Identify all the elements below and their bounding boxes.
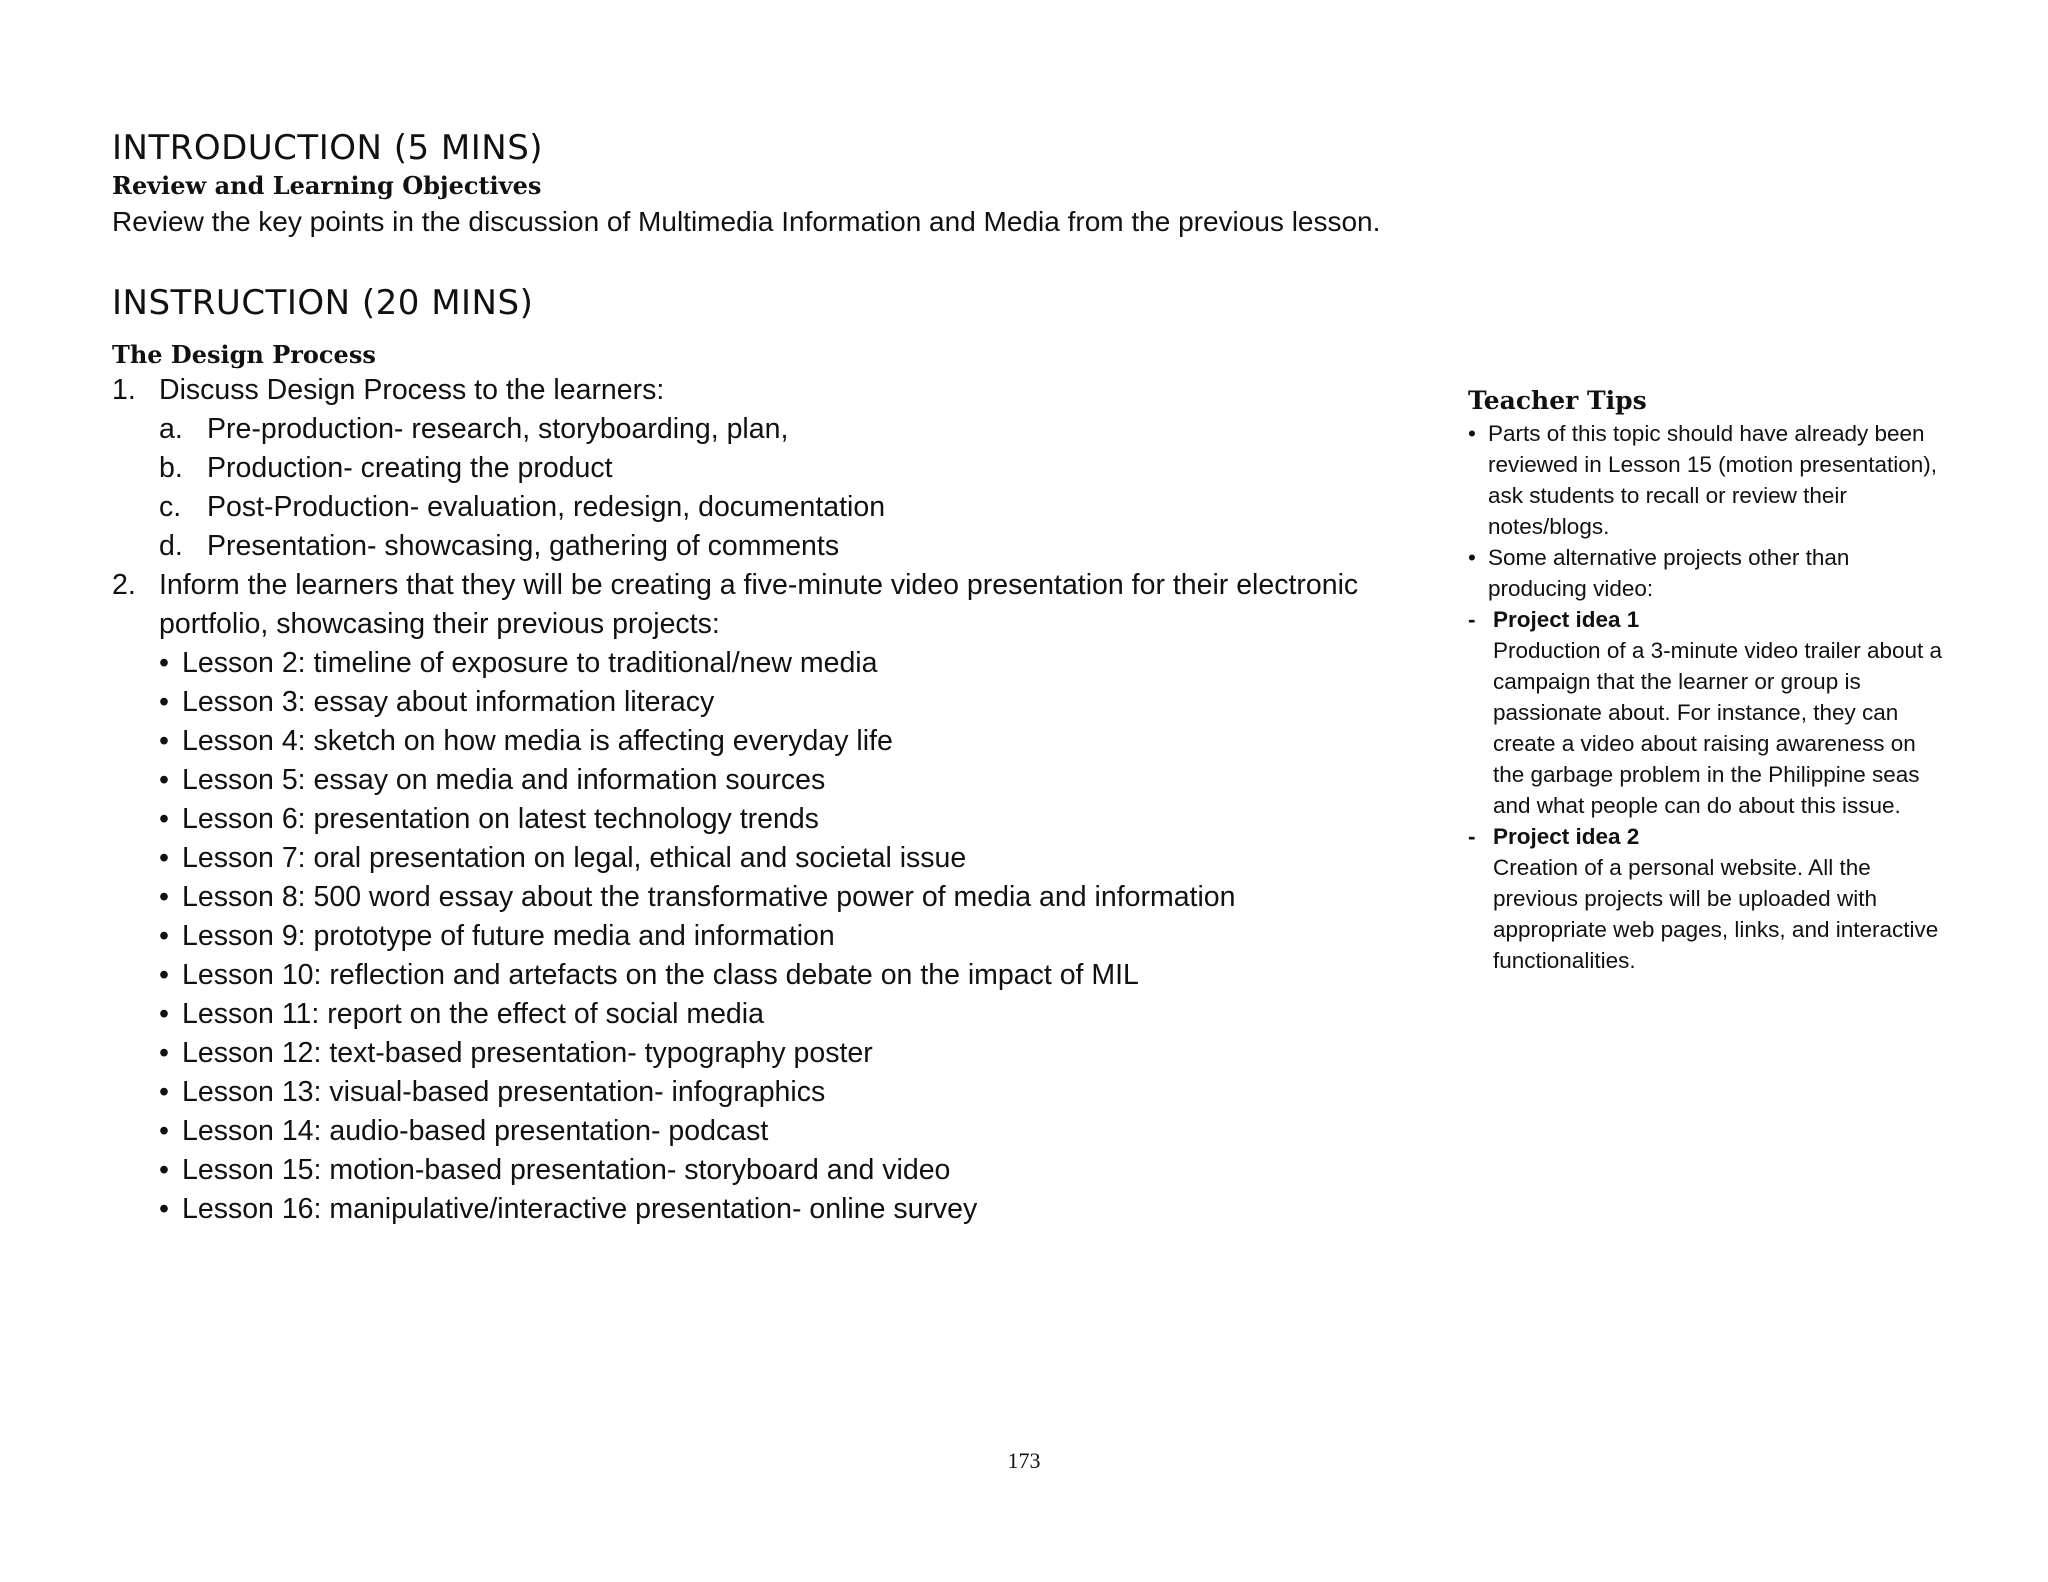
item-letter: b. (159, 452, 183, 484)
bullet-icon: • (1468, 545, 1476, 570)
list-item-text: Lesson 16: manipulative/interactive presentation- online survey (182, 1193, 978, 1225)
item-letter: a. (159, 413, 183, 445)
list-item (112, 1073, 1432, 1112)
numbered-item (112, 371, 1432, 410)
bullet-icon: • (159, 1193, 169, 1225)
list-item (112, 1190, 1432, 1229)
lettered-item (112, 410, 1432, 449)
project-idea-title: Project idea 2 (1493, 824, 1640, 849)
item-text: Pre-production- research, storyboarding, plan, (207, 413, 789, 445)
list-item-text: Lesson 10: reflection and artefacts on the class debate on the impact of MIL (182, 959, 1139, 991)
lesson-bullet-list (112, 644, 1432, 1229)
dash-icon: - (1468, 607, 1476, 632)
bullet-icon: • (159, 725, 169, 757)
item-number: 2. (112, 569, 136, 601)
bullet-icon: • (159, 920, 169, 952)
introduction-heading: INTRODUCTION (5 MINS) (112, 128, 544, 168)
list-item (112, 878, 1432, 917)
list-item-text: Lesson 9: prototype of future media and information (182, 920, 835, 952)
bullet-icon: • (159, 1154, 169, 1186)
item-letter: c. (159, 491, 182, 523)
list-item (112, 956, 1432, 995)
tip-text: Some alternative projects other than producing video: (1488, 545, 1850, 601)
project-idea-description: Production of a 3-minute video trailer about a campaign that the learner or group is passionate about. For instance, they can create a video about raising awareness on the garbage problem in the Philippine seas and what people can do about this issue. (1493, 638, 1943, 818)
teacher-tips-panel (1468, 384, 1948, 976)
list-item-text: Lesson 6: presentation on latest technology trends (182, 803, 819, 835)
list-item-text: Lesson 4: sketch on how media is affecting everyday life (182, 725, 893, 757)
bullet-icon: • (159, 1115, 169, 1147)
project-idea-title-row (1468, 821, 1948, 852)
list-item-text: Lesson 3: essay about information literacy (182, 686, 715, 718)
list-item-text: Lesson 2: timeline of exposure to traditional/new media (182, 647, 878, 679)
list-item (112, 1151, 1432, 1190)
item-text: Discuss Design Process to the learners: (159, 374, 665, 406)
bullet-icon: • (159, 1037, 169, 1069)
tip-text: Parts of this topic should have already been reviewed in Lesson 15 (motion presentation), ask students to recall or review their notes/blogs. (1488, 421, 1938, 539)
numbered-list (112, 371, 1432, 1229)
bullet-icon: • (159, 764, 169, 796)
list-item-text: Lesson 14: audio-based presentation- podcast (182, 1115, 769, 1147)
bullet-icon: • (159, 998, 169, 1030)
main-content (112, 126, 1432, 1229)
item-text: Presentation- showcasing, gathering of comments (207, 530, 840, 562)
bullet-icon: • (1468, 421, 1476, 446)
list-item (112, 683, 1432, 722)
lettered-item (112, 527, 1432, 566)
list-item (112, 995, 1432, 1034)
list-item (112, 800, 1432, 839)
project-idea-title-row (1468, 604, 1948, 635)
item-text: Production- creating the product (207, 452, 613, 484)
list-item-text: Lesson 8: 500 word essay about the transformative power of media and information (182, 881, 1236, 913)
project-idea-description: Creation of a personal website. All the previous projects will be uploaded with appropriate web pages, links, and interactive functionalities. (1493, 855, 1939, 973)
lettered-list (112, 410, 1432, 566)
bullet-icon: • (159, 959, 169, 991)
teacher-tips-heading: Teacher Tips (1468, 386, 1647, 415)
project-idea-title: Project idea 1 (1493, 607, 1640, 632)
list-item (112, 761, 1432, 800)
list-item-text: Lesson 11: report on the effect of social media (182, 998, 764, 1030)
item-number: 1. (112, 374, 136, 406)
list-item (112, 1034, 1432, 1073)
lettered-item (112, 488, 1432, 527)
dash-icon: - (1468, 824, 1476, 849)
tip-item (1468, 418, 1948, 542)
bullet-icon: • (159, 1076, 169, 1108)
introduction-paragraph: Review the key points in the discussion of Multimedia Information and Media from the previous lesson. (112, 206, 1381, 237)
list-item-text: Lesson 12: text-based presentation- typography poster (182, 1037, 873, 1069)
list-item (112, 644, 1432, 683)
item-letter: d. (159, 530, 183, 562)
bullet-icon: • (159, 881, 169, 913)
list-item-text: Lesson 7: oral presentation on legal, ethical and societal issue (182, 842, 967, 874)
bullet-icon: • (159, 803, 169, 835)
list-item-text: Lesson 13: visual-based presentation- infographics (182, 1076, 826, 1108)
item-text: Post-Production- evaluation, redesign, documentation (207, 491, 886, 523)
instruction-subheading: The Design Process (112, 340, 376, 369)
list-item (112, 722, 1432, 761)
bullet-icon: • (159, 686, 169, 718)
list-item-text: Lesson 15: motion-based presentation- storyboard and video (182, 1154, 951, 1186)
item-text: Inform the learners that they will be creating a five-minute video presentation for their electronic portfolio, showcasing their previous projects: (159, 569, 1359, 640)
list-item (112, 917, 1432, 956)
bullet-icon: • (159, 842, 169, 874)
bullet-icon: • (159, 647, 169, 679)
list-item (112, 1112, 1432, 1151)
tip-item (1468, 542, 1948, 604)
list-item-text: Lesson 5: essay on media and information sources (182, 764, 826, 796)
lettered-item (112, 449, 1432, 488)
list-item (112, 839, 1432, 878)
numbered-item (112, 566, 1432, 644)
page-number: 173 (1007, 1448, 1041, 1473)
introduction-subheading: Review and Learning Objectives (112, 171, 542, 200)
instruction-heading: INSTRUCTION (20 MINS) (112, 283, 534, 323)
